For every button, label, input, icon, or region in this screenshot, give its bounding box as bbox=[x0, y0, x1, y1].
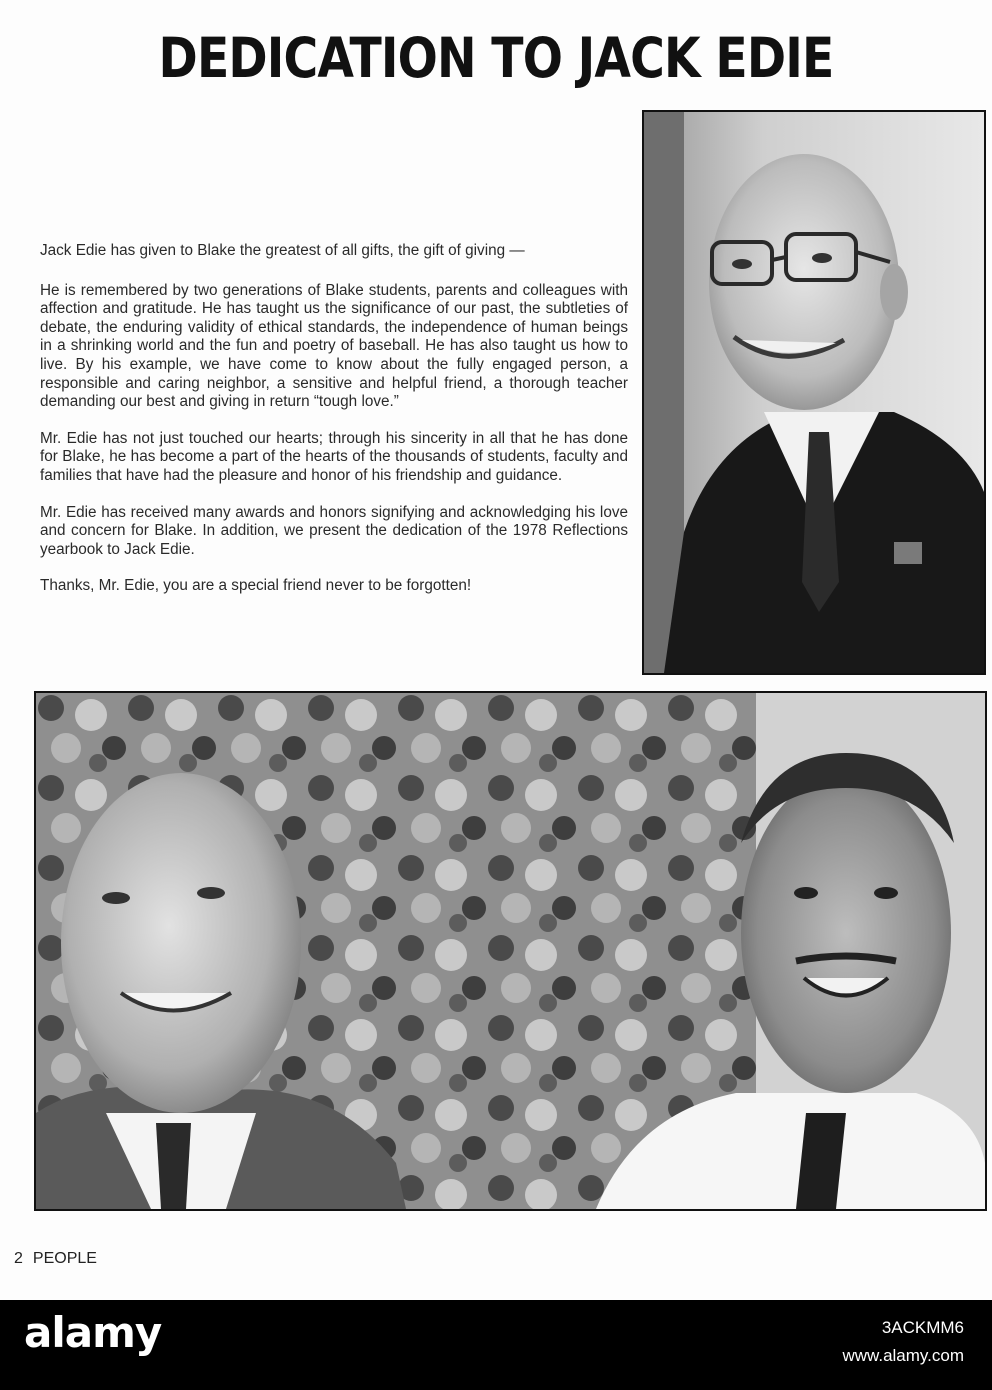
page-title: DEDICATION TO JACK EDIE bbox=[158, 26, 834, 90]
paragraph-thanks: Thanks, Mr. Edie, you are a special friend never to be forgotten! bbox=[40, 577, 472, 595]
page-folio bbox=[14, 1250, 97, 1268]
paragraph-hearts: Mr. Edie has not just touched our hearts; through his sincerity in all that he has done for Blake, he has become a part of the hearts of the thousands of students, faculty and families that have had the pleasure and honor of his friendship and guidance. bbox=[40, 429, 628, 484]
portrait-photo bbox=[642, 110, 986, 675]
page-number: 2 bbox=[14, 1250, 23, 1267]
section-name: PEOPLE bbox=[32, 1250, 97, 1267]
watermark-logo: alamy bbox=[24, 1308, 162, 1357]
group-photo-image bbox=[36, 693, 985, 1209]
paragraph-awards: Mr. Edie has received many awards and honors signifying and acknowledging his love and concern for Blake. In addition, we present the dedication of the 1978 Reflections yearbook to Jack Edie. bbox=[40, 503, 628, 558]
group-photo bbox=[34, 691, 987, 1211]
watermark-image-id: 3ACKMM6 bbox=[881, 1318, 964, 1337]
portrait-photo-image bbox=[644, 112, 984, 673]
paragraph-intro: Jack Edie has given to Blake the greatest of all gifts, the gift of giving — bbox=[40, 242, 525, 259]
dedication-text bbox=[40, 242, 628, 614]
watermark-url: www.alamy.com bbox=[842, 1346, 964, 1365]
paragraph-remembered: He is remembered by two generations of Blake students, parents and colleagues with affection and gratitude. He has taught us the significance of our past, the subtleties of debate, the enduring validity of ethical standards, the independence of human beings in a shrinking world and the fun and poetry of baseball. He has also taught us how to live. By his example, we have come to know about the fully engaged person, a responsible and caring neighbor, a sensitive and helpful friend, a thorough teacher demanding our best and giving in return “tough love.” bbox=[40, 281, 628, 411]
